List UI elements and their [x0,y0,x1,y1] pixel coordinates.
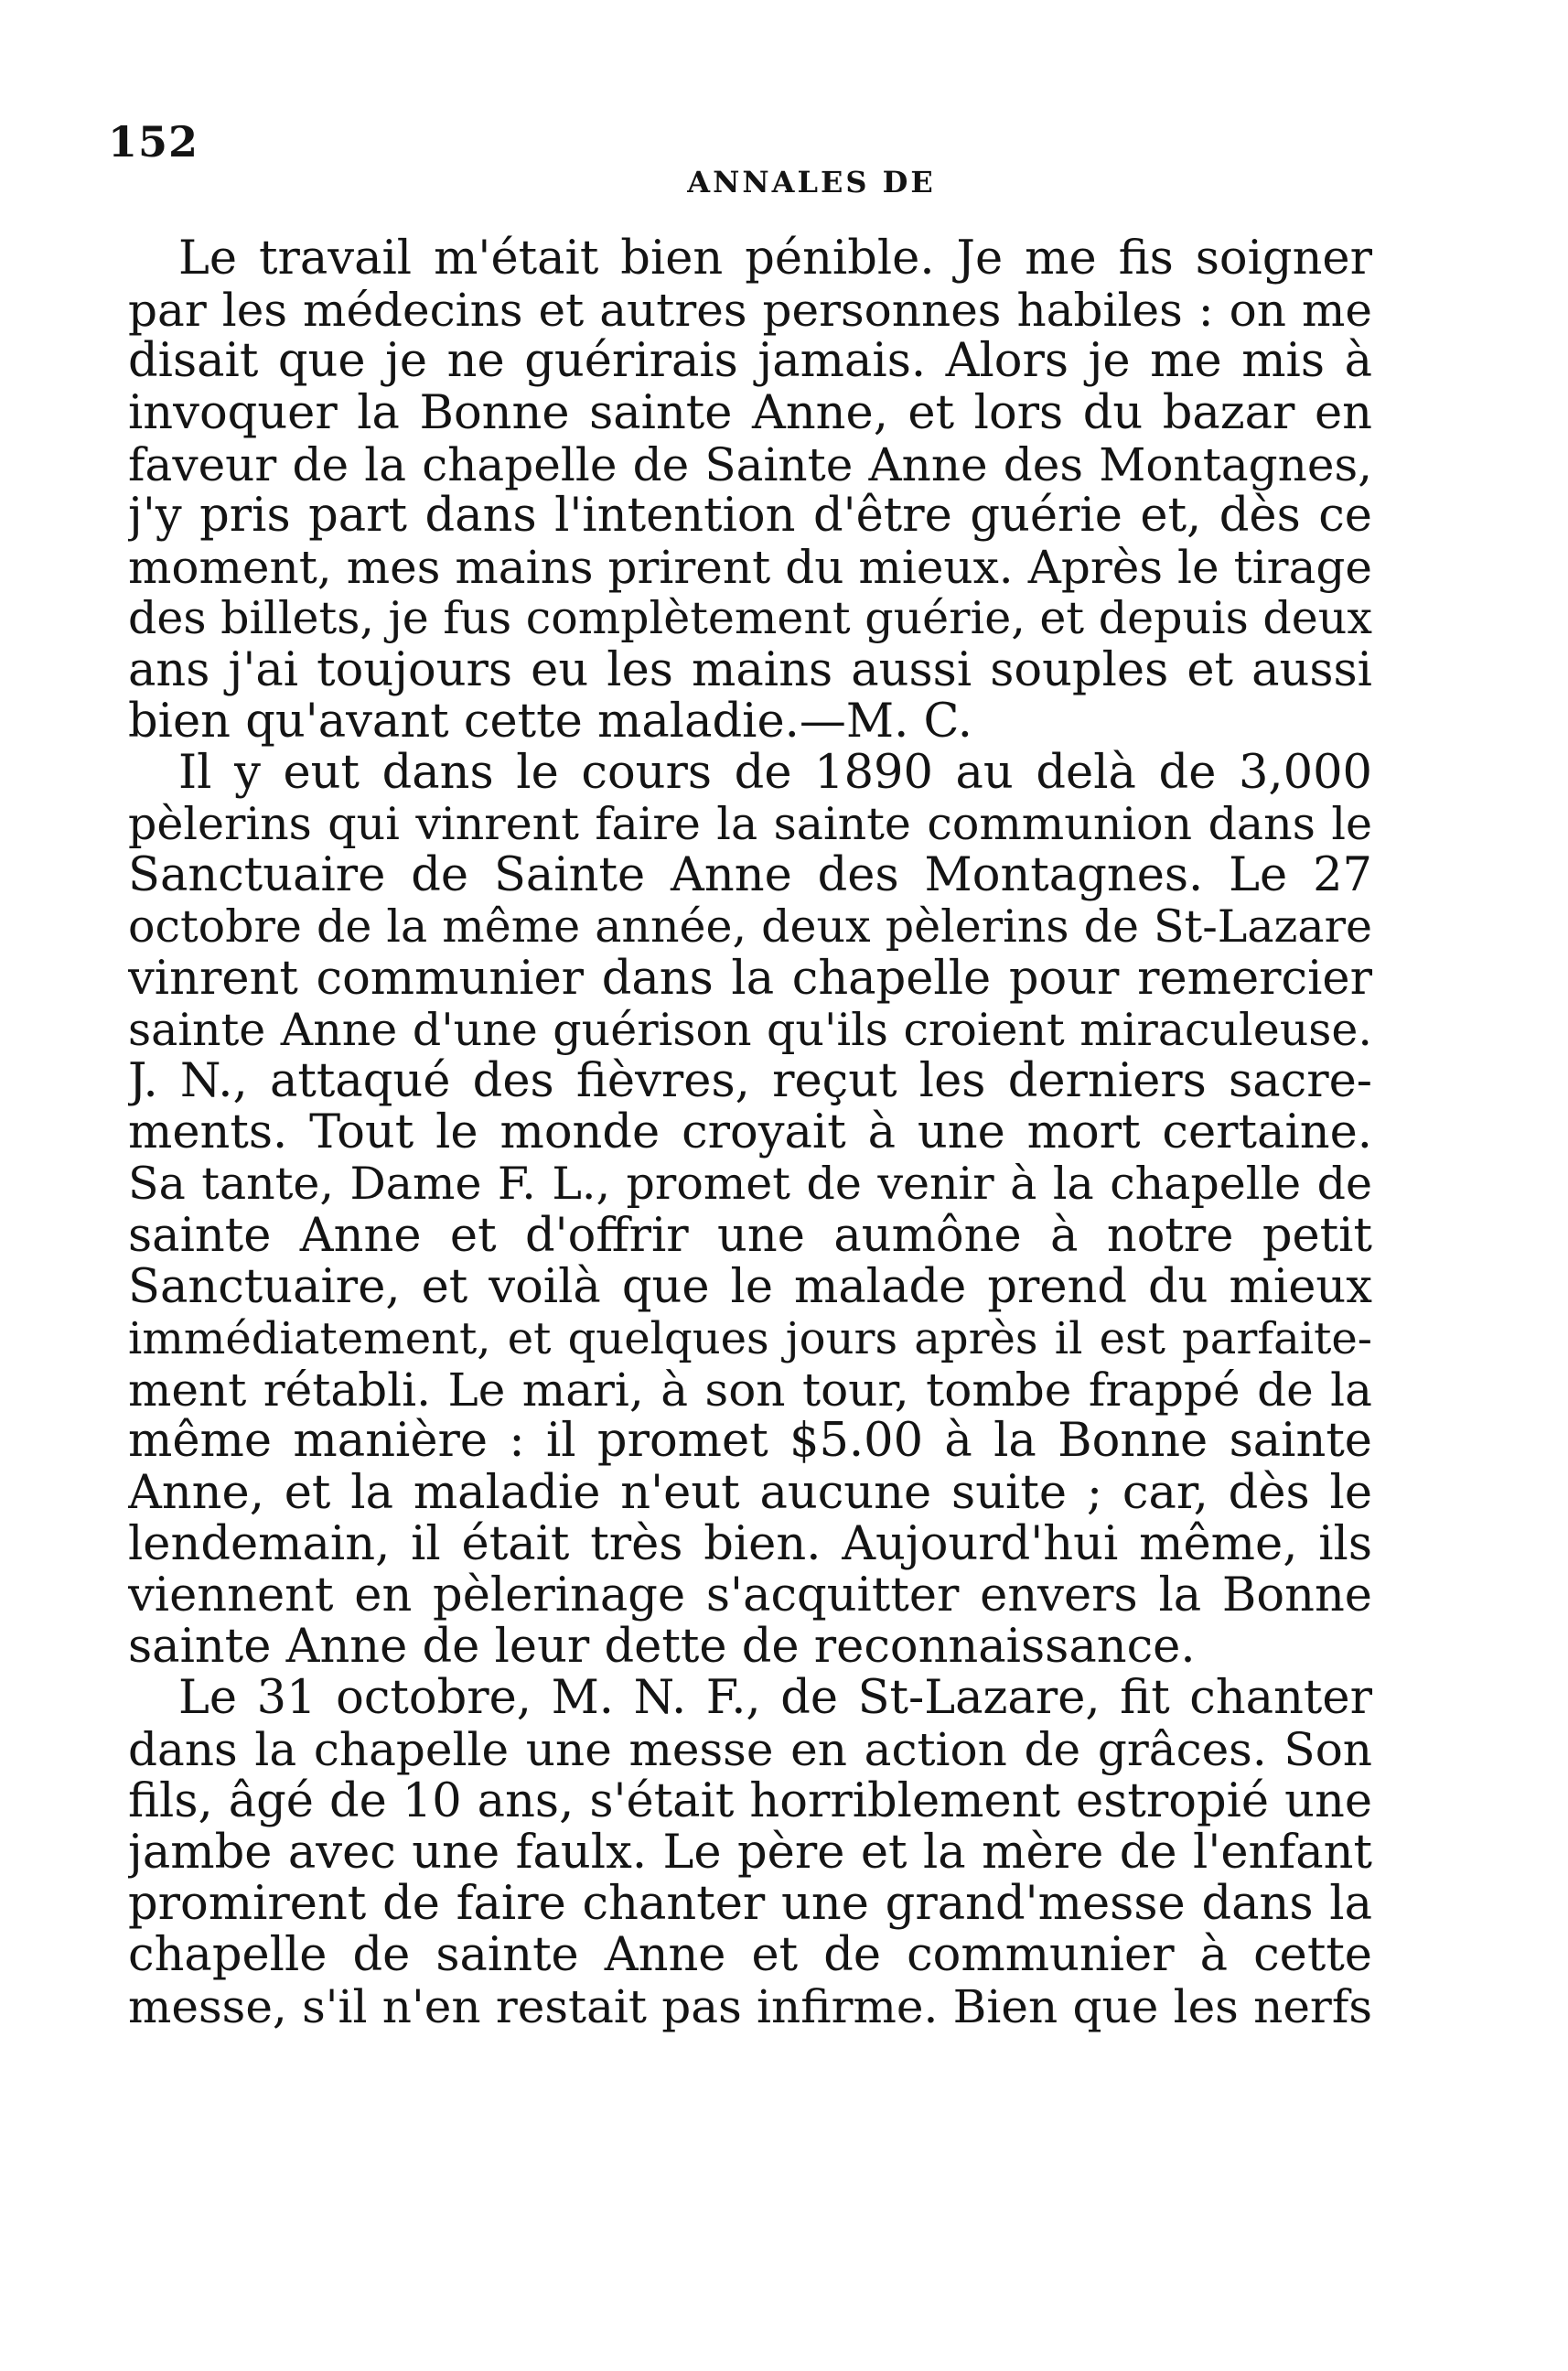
text-line: Sa tante, Dame F. L., promet de venir à la chapelle de [128,1159,1372,1211]
text-line: sainte Anne de leur dette de reconnaissance. [128,1622,1196,1674]
text-line: ans j'ai toujours eu les mains aussi souples et aussi [128,644,1372,696]
text-line: viennent en pèlerinage s'acquitter envers la Bonne [128,1569,1372,1622]
text-line: sainte Anne d'une guérison qu'ils croient miraculeuse. [128,1004,1372,1056]
text-line: chapelle de sainte Anne et de communier à cette [128,1930,1372,1982]
text-line: disait que je ne guérirais jamais. Alors je me mis à [128,336,1372,388]
text-line: ment rétabli. Le mari, à son tour, tombe frappé de la [128,1364,1372,1417]
text-line: invoquer la Bonne sainte Anne, et lors du bazar en [128,387,1372,439]
text-line: immédiatement, et quelques jours après il est parfaite- [128,1312,1372,1364]
text-line: Anne, et la maladie n'eut aucune suite ; car, dès le [128,1467,1372,1519]
text-line: dans la chapelle une messe en action de grâces. Son [128,1724,1372,1776]
text-line: fils, âgé de 10 ans, s'était horriblement estropié une [128,1775,1372,1827]
text-line: vinrent communier dans la chapelle pour remercier [128,953,1372,1005]
text-line: j'y pris part dans l'intention d'être guérie et, dès ce [128,490,1372,543]
text-line: promirent de faire chanter une grand'messe dans la [128,1879,1372,1931]
text-line: Il y eut dans le cours de 1890 au delà de 3,000 [178,747,1372,800]
text-line: J. N., attaqué des fièvres, reçut les derniers sacre- [128,1056,1372,1108]
text-line: messe, s'il n'en restait pas infirme. Bien que les nerfs [128,1981,1372,2033]
text-line: lendemain, il était très bien. Aujourd'hui même, ils [128,1518,1372,1570]
text-line: pèlerins qui vinrent faire la sainte communion dans le [128,799,1372,851]
text-line: sainte Anne et d'offrir une aumône à notre petit [128,1210,1372,1262]
text-line: des billets, je fus complètement guérie, et depuis deux [128,593,1372,645]
text-line: Le travail m'était bien pénible. Je me fis soigner [178,233,1372,286]
running-title: ANNALES DE [687,165,936,199]
text-line: Le 31 octobre, M. N. F., de St-Lazare, fit chanter [178,1673,1372,1725]
text-line: faveur de la chapelle de Sainte Anne des Montagnes, [128,438,1372,490]
text-line: octobre de la même année, deux pèlerins de St-Lazare [128,901,1372,954]
text-line: ments. Tout le monde croyait à une mort certaine. [128,1107,1372,1159]
page-number: 152 [108,117,199,167]
text-line: moment, mes mains prirent du mieux. Après le tirage [128,542,1372,594]
text-line: Sanctuaire, et voilà que le malade prend du mieux [128,1261,1372,1313]
text-line: jambe avec une faulx. Le père et la mère de l'enfant [128,1827,1372,1879]
text-line: Sanctuaire de Sainte Anne des Montagnes. Le 27 [128,850,1372,902]
text-line: par les médecins et autres personnes habiles : on me [128,285,1372,337]
text-line: bien qu'avant cette maladie.—M. C. [128,695,972,748]
body-text [128,233,1372,2033]
text-line: même manière : il promet $5.00 à la Bonne sainte [128,1416,1372,1468]
